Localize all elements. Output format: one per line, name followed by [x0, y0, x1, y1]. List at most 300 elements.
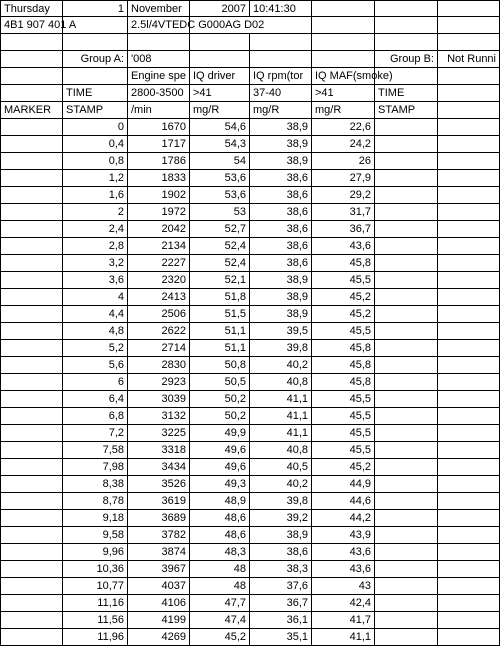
cell-iq-rpm[interactable]: 39,8 — [250, 493, 312, 510]
cell-empty[interactable] — [312, 0, 375, 17]
cell-iq-driver[interactable]: 49,6 — [190, 442, 250, 459]
cell-day[interactable]: Thursday — [0, 0, 63, 17]
cell-engine-speed[interactable]: 4106 — [128, 595, 190, 612]
cell-empty[interactable] — [375, 153, 438, 170]
units-iq-rpm[interactable]: mg/R — [250, 102, 312, 119]
cell-time-stamp[interactable]: 4,8 — [63, 323, 128, 340]
cell-empty[interactable] — [375, 374, 438, 391]
cell-iq-driver[interactable]: 54,3 — [190, 136, 250, 153]
cell-iq-driver[interactable]: 53,6 — [190, 170, 250, 187]
cell-empty[interactable] — [190, 51, 250, 68]
cell-iq-rpm[interactable]: 38,6 — [250, 204, 312, 221]
units-iq-maf[interactable]: mg/R — [312, 102, 375, 119]
cell-empty[interactable] — [438, 306, 500, 323]
cell-engine-speed[interactable]: 3132 — [128, 408, 190, 425]
spec-iq-driver[interactable]: >41 — [190, 85, 250, 102]
cell-marker[interactable] — [0, 612, 63, 629]
cell-empty[interactable] — [375, 527, 438, 544]
cell-engine-speed[interactable]: 3039 — [128, 391, 190, 408]
col-header-iq-maf[interactable]: IQ MAF(smoke) — [312, 68, 375, 85]
cell-marker[interactable] — [0, 153, 63, 170]
cell-empty[interactable] — [438, 85, 500, 102]
cell-empty[interactable] — [438, 153, 500, 170]
cell-empty[interactable] — [375, 17, 438, 34]
cell-iq-rpm[interactable]: 38,9 — [250, 306, 312, 323]
cell-iq-maf[interactable]: 45,5 — [312, 391, 375, 408]
cell-engine-speed[interactable]: 2506 — [128, 306, 190, 323]
cell-iq-driver[interactable]: 45,2 — [190, 629, 250, 646]
cell-iq-maf[interactable]: 43,6 — [312, 238, 375, 255]
cell-empty[interactable] — [375, 34, 438, 51]
cell-time-stamp[interactable]: 0 — [63, 119, 128, 136]
cell-time-stamp[interactable]: 6 — [63, 374, 128, 391]
cell-empty[interactable] — [438, 493, 500, 510]
cell-time-stamp[interactable]: 9,58 — [63, 527, 128, 544]
cell-iq-rpm[interactable]: 38,9 — [250, 153, 312, 170]
cell-marker[interactable] — [0, 306, 63, 323]
cell-iq-maf[interactable]: 27,9 — [312, 170, 375, 187]
cell-empty[interactable] — [375, 119, 438, 136]
cell-marker[interactable] — [0, 340, 63, 357]
cell-iq-maf[interactable]: 36,7 — [312, 221, 375, 238]
cell-marker[interactable] — [0, 289, 63, 306]
col-header-iq-driver[interactable]: IQ driver — [190, 68, 250, 85]
cell-iq-driver[interactable]: 51,8 — [190, 289, 250, 306]
cell-empty[interactable] — [438, 102, 500, 119]
cell-time[interactable]: 10:41:30 — [250, 0, 312, 17]
cell-time-stamp[interactable]: 3,2 — [63, 255, 128, 272]
cell-empty[interactable] — [438, 119, 500, 136]
cell-marker[interactable] — [0, 170, 63, 187]
cell-time-stamp[interactable]: 2,8 — [63, 238, 128, 255]
cell-time-stamp[interactable]: 3,6 — [63, 272, 128, 289]
cell-empty[interactable] — [375, 323, 438, 340]
cell-iq-maf[interactable]: 45,5 — [312, 272, 375, 289]
cell-empty[interactable] — [438, 0, 500, 17]
cell-empty[interactable] — [438, 357, 500, 374]
cell-iq-driver[interactable]: 52,4 — [190, 238, 250, 255]
cell-empty[interactable] — [375, 357, 438, 374]
cell-iq-driver[interactable]: 48,6 — [190, 510, 250, 527]
spec-time-b[interactable]: TIME — [375, 85, 438, 102]
cell-engine-speed[interactable]: 3619 — [128, 493, 190, 510]
cell-empty[interactable] — [438, 459, 500, 476]
cell-empty[interactable] — [438, 476, 500, 493]
cell-iq-driver[interactable]: 48,6 — [190, 527, 250, 544]
cell-empty[interactable] — [375, 459, 438, 476]
cell-marker[interactable] — [0, 544, 63, 561]
cell-engine-speed[interactable]: 3434 — [128, 459, 190, 476]
cell-part-number[interactable]: 4B1 907 401 A — [0, 17, 63, 34]
cell-empty[interactable] — [63, 17, 128, 34]
cell-iq-rpm[interactable]: 36,1 — [250, 612, 312, 629]
cell-iq-maf[interactable]: 45,8 — [312, 255, 375, 272]
cell-engine-speed[interactable]: 2320 — [128, 272, 190, 289]
cell-engine-speed[interactable]: 1833 — [128, 170, 190, 187]
cell-iq-maf[interactable]: 43,6 — [312, 544, 375, 561]
cell-empty[interactable] — [375, 629, 438, 646]
cell-engine-speed[interactable]: 4037 — [128, 578, 190, 595]
cell-marker[interactable] — [0, 578, 63, 595]
cell-marker[interactable] — [0, 374, 63, 391]
cell-engine-speed[interactable]: 2923 — [128, 374, 190, 391]
cell-time-stamp[interactable]: 11,16 — [63, 595, 128, 612]
cell-iq-maf[interactable]: 45,5 — [312, 425, 375, 442]
cell-time-stamp[interactable]: 2 — [63, 204, 128, 221]
cell-iq-maf[interactable]: 43 — [312, 578, 375, 595]
cell-time-stamp[interactable]: 0,4 — [63, 136, 128, 153]
cell-empty[interactable] — [438, 323, 500, 340]
cell-empty[interactable] — [375, 272, 438, 289]
cell-iq-driver[interactable]: 51,1 — [190, 340, 250, 357]
cell-group-b-label[interactable]: Group B: — [375, 51, 438, 68]
cell-empty[interactable] — [438, 442, 500, 459]
cell-empty[interactable] — [375, 340, 438, 357]
spec-time[interactable]: TIME — [63, 85, 128, 102]
cell-engine-speed[interactable]: 4269 — [128, 629, 190, 646]
units-engine-speed[interactable]: /min — [128, 102, 190, 119]
units-stamp[interactable]: STAMP — [63, 102, 128, 119]
cell-empty[interactable] — [438, 170, 500, 187]
cell-empty[interactable] — [0, 34, 63, 51]
cell-empty[interactable] — [375, 238, 438, 255]
cell-engine-speed[interactable]: 3874 — [128, 544, 190, 561]
cell-iq-maf[interactable]: 44,6 — [312, 493, 375, 510]
cell-empty[interactable] — [438, 425, 500, 442]
spec-iq-rpm[interactable]: 37-40 — [250, 85, 312, 102]
cell-group-a-value[interactable]: '008 — [128, 51, 190, 68]
cell-empty[interactable] — [190, 34, 250, 51]
cell-engine-speed[interactable]: 4199 — [128, 612, 190, 629]
cell-marker[interactable] — [0, 527, 63, 544]
cell-empty[interactable] — [375, 204, 438, 221]
cell-empty[interactable] — [438, 510, 500, 527]
cell-iq-rpm[interactable]: 40,8 — [250, 374, 312, 391]
cell-iq-driver[interactable]: 52,7 — [190, 221, 250, 238]
cell-empty[interactable] — [375, 170, 438, 187]
cell-empty[interactable] — [128, 34, 190, 51]
cell-iq-maf[interactable]: 45,5 — [312, 408, 375, 425]
cell-iq-maf[interactable]: 45,2 — [312, 306, 375, 323]
cell-empty[interactable] — [375, 544, 438, 561]
cell-empty[interactable] — [312, 34, 375, 51]
cell-iq-maf[interactable]: 22,6 — [312, 119, 375, 136]
cell-marker[interactable] — [0, 391, 63, 408]
cell-time-stamp[interactable]: 8,38 — [63, 476, 128, 493]
cell-time-stamp[interactable]: 6,4 — [63, 391, 128, 408]
cell-iq-rpm[interactable]: 41,1 — [250, 408, 312, 425]
cell-empty[interactable] — [375, 187, 438, 204]
cell-month[interactable]: November — [128, 0, 190, 17]
cell-marker[interactable] — [0, 357, 63, 374]
cell-marker[interactable] — [0, 136, 63, 153]
cell-iq-maf[interactable]: 24,2 — [312, 136, 375, 153]
cell-empty[interactable] — [0, 68, 63, 85]
cell-engine-speed[interactable]: 3526 — [128, 476, 190, 493]
cell-iq-maf[interactable]: 45,5 — [312, 323, 375, 340]
cell-empty[interactable] — [312, 51, 375, 68]
cell-iq-maf[interactable]: 31,7 — [312, 204, 375, 221]
cell-iq-driver[interactable]: 48 — [190, 561, 250, 578]
cell-iq-driver[interactable]: 48 — [190, 578, 250, 595]
cell-empty[interactable] — [438, 289, 500, 306]
cell-empty[interactable] — [438, 272, 500, 289]
cell-engine-speed[interactable]: 3967 — [128, 561, 190, 578]
cell-iq-rpm[interactable]: 36,7 — [250, 595, 312, 612]
cell-engine-speed[interactable]: 1902 — [128, 187, 190, 204]
cell-engine-speed[interactable]: 2134 — [128, 238, 190, 255]
cell-iq-maf[interactable]: 41,7 — [312, 612, 375, 629]
cell-empty[interactable] — [438, 612, 500, 629]
cell-iq-maf[interactable]: 43,6 — [312, 561, 375, 578]
cell-marker[interactable] — [0, 442, 63, 459]
cell-empty[interactable] — [438, 561, 500, 578]
cell-empty[interactable] — [438, 255, 500, 272]
cell-group-b-value[interactable]: Not Runni — [438, 51, 500, 68]
cell-empty[interactable] — [438, 544, 500, 561]
cell-empty[interactable] — [0, 85, 63, 102]
cell-empty[interactable] — [375, 425, 438, 442]
cell-iq-maf[interactable]: 45,2 — [312, 289, 375, 306]
cell-engine-speed[interactable]: 3225 — [128, 425, 190, 442]
cell-iq-driver[interactable]: 52,1 — [190, 272, 250, 289]
cell-empty[interactable] — [375, 561, 438, 578]
cell-iq-rpm[interactable]: 40,8 — [250, 442, 312, 459]
cell-iq-maf[interactable]: 45,5 — [312, 442, 375, 459]
cell-empty[interactable] — [375, 255, 438, 272]
cell-iq-rpm[interactable]: 39,8 — [250, 340, 312, 357]
cell-marker[interactable] — [0, 187, 63, 204]
cell-iq-driver[interactable]: 50,8 — [190, 357, 250, 374]
cell-iq-driver[interactable]: 50,2 — [190, 391, 250, 408]
cell-engine-speed[interactable]: 1972 — [128, 204, 190, 221]
cell-empty[interactable] — [250, 17, 312, 34]
cell-iq-rpm[interactable]: 38,6 — [250, 187, 312, 204]
cell-engine-speed[interactable]: 2622 — [128, 323, 190, 340]
cell-engine-speed[interactable]: 3689 — [128, 510, 190, 527]
cell-time-stamp[interactable]: 7,2 — [63, 425, 128, 442]
cell-empty[interactable] — [190, 17, 250, 34]
cell-iq-rpm[interactable]: 38,9 — [250, 272, 312, 289]
cell-time-stamp[interactable]: 10,77 — [63, 578, 128, 595]
units-iq-driver[interactable]: mg/R — [190, 102, 250, 119]
units-stamp-b[interactable]: STAMP — [375, 102, 438, 119]
cell-empty[interactable] — [438, 629, 500, 646]
cell-time-stamp[interactable]: 6,8 — [63, 408, 128, 425]
cell-time-stamp[interactable]: 10,36 — [63, 561, 128, 578]
cell-iq-rpm[interactable]: 38,6 — [250, 255, 312, 272]
cell-empty[interactable] — [438, 68, 500, 85]
cell-empty[interactable] — [375, 391, 438, 408]
cell-iq-rpm[interactable]: 38,9 — [250, 527, 312, 544]
col-header-engine-speed[interactable]: Engine spe — [128, 68, 190, 85]
cell-year[interactable]: 2007 — [190, 0, 250, 17]
cell-empty[interactable] — [250, 34, 312, 51]
cell-marker[interactable] — [0, 238, 63, 255]
cell-iq-driver[interactable]: 48,9 — [190, 493, 250, 510]
cell-empty[interactable] — [438, 578, 500, 595]
cell-engine-speed[interactable]: 1670 — [128, 119, 190, 136]
cell-empty[interactable] — [438, 527, 500, 544]
cell-iq-rpm[interactable]: 35,1 — [250, 629, 312, 646]
cell-engine-code[interactable]: 2.5l/4VTEDC G000AG D02 — [128, 17, 190, 34]
cell-iq-maf[interactable]: 26 — [312, 153, 375, 170]
cell-iq-rpm[interactable]: 41,1 — [250, 391, 312, 408]
cell-empty[interactable] — [438, 238, 500, 255]
cell-iq-rpm[interactable]: 38,9 — [250, 119, 312, 136]
cell-iq-driver[interactable]: 50,5 — [190, 374, 250, 391]
cell-iq-rpm[interactable]: 38,9 — [250, 136, 312, 153]
cell-marker[interactable] — [0, 408, 63, 425]
cell-iq-maf[interactable]: 44,9 — [312, 476, 375, 493]
cell-iq-maf[interactable]: 45,2 — [312, 459, 375, 476]
cell-iq-driver[interactable]: 47,4 — [190, 612, 250, 629]
cell-iq-driver[interactable]: 52,4 — [190, 255, 250, 272]
cell-marker[interactable] — [0, 459, 63, 476]
cell-engine-speed[interactable]: 2413 — [128, 289, 190, 306]
cell-engine-speed[interactable]: 2830 — [128, 357, 190, 374]
spec-iq-maf[interactable]: >41 — [312, 85, 375, 102]
cell-time-stamp[interactable]: 0,8 — [63, 153, 128, 170]
cell-time-stamp[interactable]: 1,2 — [63, 170, 128, 187]
cell-empty[interactable] — [375, 493, 438, 510]
cell-time-stamp[interactable]: 8,78 — [63, 493, 128, 510]
cell-engine-speed[interactable]: 3318 — [128, 442, 190, 459]
cell-time-stamp[interactable]: 11,56 — [63, 612, 128, 629]
cell-iq-rpm[interactable]: 38,6 — [250, 221, 312, 238]
cell-iq-rpm[interactable]: 39,5 — [250, 323, 312, 340]
cell-empty[interactable] — [375, 476, 438, 493]
cell-marker[interactable] — [0, 272, 63, 289]
units-marker[interactable]: MARKER — [0, 102, 63, 119]
cell-empty[interactable] — [250, 51, 312, 68]
cell-empty[interactable] — [375, 136, 438, 153]
cell-empty[interactable] — [375, 306, 438, 323]
cell-marker[interactable] — [0, 510, 63, 527]
cell-empty[interactable] — [438, 204, 500, 221]
cell-iq-driver[interactable]: 50,2 — [190, 408, 250, 425]
cell-iq-driver[interactable]: 47,7 — [190, 595, 250, 612]
cell-iq-rpm[interactable]: 38,9 — [250, 289, 312, 306]
cell-iq-rpm[interactable]: 38,6 — [250, 238, 312, 255]
cell-empty[interactable] — [438, 391, 500, 408]
cell-engine-speed[interactable]: 2042 — [128, 221, 190, 238]
cell-time-stamp[interactable]: 7,98 — [63, 459, 128, 476]
cell-empty[interactable] — [438, 136, 500, 153]
cell-empty[interactable] — [438, 221, 500, 238]
cell-empty[interactable] — [438, 187, 500, 204]
cell-engine-speed[interactable]: 2227 — [128, 255, 190, 272]
cell-time-stamp[interactable]: 7,58 — [63, 442, 128, 459]
cell-empty[interactable] — [375, 510, 438, 527]
cell-engine-speed[interactable]: 2714 — [128, 340, 190, 357]
cell-iq-driver[interactable]: 49,6 — [190, 459, 250, 476]
cell-iq-rpm[interactable]: 40,5 — [250, 459, 312, 476]
cell-iq-rpm[interactable]: 38,6 — [250, 170, 312, 187]
cell-marker[interactable] — [0, 561, 63, 578]
cell-iq-driver[interactable]: 54,6 — [190, 119, 250, 136]
cell-iq-maf[interactable]: 29,2 — [312, 187, 375, 204]
cell-iq-maf[interactable]: 44,2 — [312, 510, 375, 527]
cell-empty[interactable] — [438, 374, 500, 391]
cell-marker[interactable] — [0, 204, 63, 221]
cell-time-stamp[interactable]: 4 — [63, 289, 128, 306]
cell-marker[interactable] — [0, 255, 63, 272]
cell-iq-rpm[interactable]: 40,2 — [250, 357, 312, 374]
cell-iq-driver[interactable]: 53,6 — [190, 187, 250, 204]
cell-iq-maf[interactable]: 45,8 — [312, 357, 375, 374]
cell-iq-maf[interactable]: 42,4 — [312, 595, 375, 612]
cell-empty[interactable] — [375, 289, 438, 306]
cell-group-a-label[interactable]: Group A: — [63, 51, 128, 68]
cell-empty[interactable] — [375, 408, 438, 425]
cell-iq-rpm[interactable]: 37,6 — [250, 578, 312, 595]
cell-iq-maf[interactable]: 45,8 — [312, 340, 375, 357]
col-header-iq-rpm[interactable]: IQ rpm(tor — [250, 68, 312, 85]
cell-day-number[interactable]: 1 — [63, 0, 128, 17]
cell-iq-rpm[interactable]: 38,3 — [250, 561, 312, 578]
cell-time-stamp[interactable]: 4,4 — [63, 306, 128, 323]
cell-engine-speed[interactable]: 3782 — [128, 527, 190, 544]
cell-time-stamp[interactable]: 5,6 — [63, 357, 128, 374]
cell-iq-rpm[interactable]: 38,6 — [250, 544, 312, 561]
cell-iq-driver[interactable]: 51,1 — [190, 323, 250, 340]
cell-empty[interactable] — [438, 595, 500, 612]
cell-time-stamp[interactable]: 9,96 — [63, 544, 128, 561]
cell-marker[interactable] — [0, 425, 63, 442]
cell-marker[interactable] — [0, 595, 63, 612]
cell-marker[interactable] — [0, 221, 63, 238]
cell-marker[interactable] — [0, 119, 63, 136]
cell-marker[interactable] — [0, 493, 63, 510]
cell-engine-speed[interactable]: 1786 — [128, 153, 190, 170]
cell-time-stamp[interactable]: 5,2 — [63, 340, 128, 357]
cell-iq-rpm[interactable]: 40,2 — [250, 476, 312, 493]
cell-empty[interactable] — [438, 340, 500, 357]
cell-iq-driver[interactable]: 48,3 — [190, 544, 250, 561]
cell-iq-rpm[interactable]: 41,1 — [250, 425, 312, 442]
cell-empty[interactable] — [438, 34, 500, 51]
cell-iq-driver[interactable]: 49,3 — [190, 476, 250, 493]
cell-empty[interactable] — [375, 595, 438, 612]
cell-iq-rpm[interactable]: 39,2 — [250, 510, 312, 527]
cell-engine-speed[interactable]: 1717 — [128, 136, 190, 153]
cell-empty[interactable] — [63, 34, 128, 51]
cell-iq-driver[interactable]: 49,9 — [190, 425, 250, 442]
cell-marker[interactable] — [0, 629, 63, 646]
cell-marker[interactable] — [0, 476, 63, 493]
spec-engine-speed[interactable]: 2800-3500 — [128, 85, 190, 102]
cell-iq-driver[interactable]: 51,5 — [190, 306, 250, 323]
cell-iq-maf[interactable]: 41,1 — [312, 629, 375, 646]
cell-iq-maf[interactable]: 45,8 — [312, 374, 375, 391]
cell-empty[interactable] — [438, 17, 500, 34]
cell-time-stamp[interactable]: 1,6 — [63, 187, 128, 204]
cell-time-stamp[interactable]: 11,96 — [63, 629, 128, 646]
cell-marker[interactable] — [0, 323, 63, 340]
cell-iq-maf[interactable]: 43,9 — [312, 527, 375, 544]
cell-empty[interactable] — [312, 17, 375, 34]
cell-empty[interactable] — [375, 612, 438, 629]
cell-empty[interactable] — [63, 68, 128, 85]
cell-time-stamp[interactable]: 9,18 — [63, 510, 128, 527]
cell-iq-driver[interactable]: 53 — [190, 204, 250, 221]
cell-empty[interactable] — [375, 68, 438, 85]
cell-empty[interactable] — [375, 0, 438, 17]
cell-empty[interactable] — [375, 221, 438, 238]
cell-empty[interactable] — [0, 51, 63, 68]
cell-empty[interactable] — [438, 408, 500, 425]
